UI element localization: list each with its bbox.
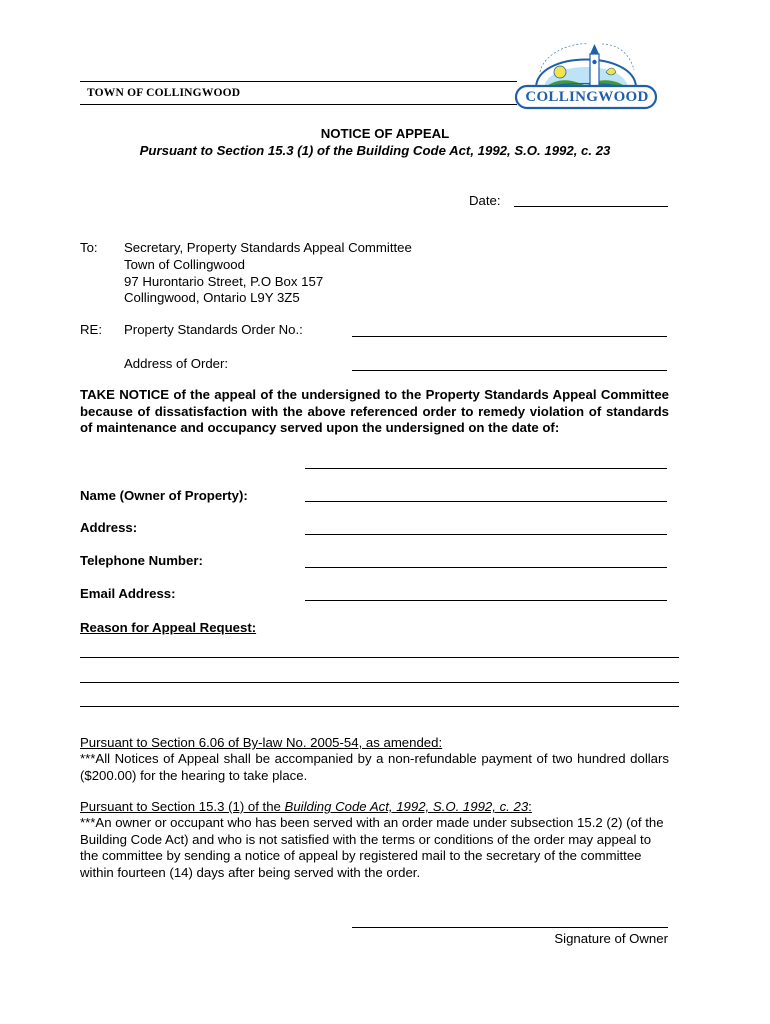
- reason-line-2[interactable]: [80, 682, 679, 683]
- email-label: Email Address:: [80, 586, 176, 601]
- date-label: Date:: [469, 193, 501, 208]
- order-number-label: Property Standards Order No.:: [124, 322, 303, 337]
- bca-heading-prefix: Pursuant to Section 15.3 (1) of the: [80, 799, 285, 814]
- recipient-line-4: Collingwood, Ontario L9Y 3Z5: [124, 290, 300, 305]
- recipient-line-2: Town of Collingwood: [124, 257, 245, 272]
- signature-label: Signature of Owner: [554, 931, 668, 946]
- owner-address-label: Address:: [80, 520, 138, 535]
- reason-label: Reason for Appeal Request:: [80, 620, 257, 635]
- served-date-field[interactable]: [305, 468, 667, 469]
- bca-heading: [80, 799, 532, 816]
- owner-name-label: Name (Owner of Property):: [80, 488, 248, 503]
- town-label: TOWN OF COLLINGWOOD: [87, 87, 241, 99]
- header-top-rule: [80, 81, 517, 82]
- date-field[interactable]: [514, 206, 668, 207]
- recipient-line-3: 97 Hurontario Street, P.O Box 157: [124, 274, 324, 289]
- reason-line-3[interactable]: [80, 706, 679, 707]
- bylaw-text: ***All Notices of Appeal shall be accompanied by a non-refundable payment of two hundred dollars ($200.00) for the hearing to take place.: [80, 751, 669, 783]
- re-label: RE:: [80, 322, 102, 337]
- logo-wordmark: COLLINGWOOD: [525, 89, 649, 105]
- telephone-label: Telephone Number:: [80, 553, 203, 568]
- order-address-label: Address of Order:: [124, 356, 229, 371]
- order-number-field[interactable]: [352, 336, 667, 337]
- bca-heading-act: Building Code Act, 1992, S.O. 1992, c. 23: [284, 799, 529, 814]
- owner-name-field[interactable]: [305, 501, 667, 502]
- order-address-field[interactable]: [352, 370, 667, 371]
- telephone-field[interactable]: [305, 567, 667, 568]
- owner-address-field[interactable]: [305, 534, 667, 535]
- signature-field[interactable]: [352, 927, 668, 928]
- email-field[interactable]: [305, 600, 667, 601]
- bca-text: ***An owner or occupant who has been served with an order made under subsection 15.2 (2) (of the Building Code Act) and who is not satisfied with the terms or conditions of the order may appeal to the committee by sending a notice of appeal by registered mail to the secretary of the committee within fourteen (14) days after being served with the order.: [80, 815, 664, 880]
- to-label: To:: [80, 240, 98, 255]
- reason-line-1[interactable]: [80, 657, 679, 658]
- take-notice-paragraph: TAKE NOTICE of the appeal of the undersigned to the Property Standards Appeal Committee because of dissatisfaction with the above referenced order to remedy violation of standards of maintenance and occupancy served upon the undersigned on the date of:: [80, 387, 669, 435]
- header-bottom-rule: [80, 104, 517, 105]
- collingwood-logo: [514, 36, 660, 110]
- bylaw-heading: Pursuant to Section 6.06 of By-law No. 2005-54, as amended:: [80, 735, 443, 750]
- bca-heading-suffix: :: [528, 799, 532, 814]
- recipient-line-1: Secretary, Property Standards Appeal Committee: [124, 240, 412, 255]
- page-title: NOTICE OF APPEAL: [320, 126, 450, 141]
- page-subtitle: Pursuant to Section 15.3 (1) of the Building Code Act, 1992, S.O. 1992, c. 23: [139, 143, 611, 158]
